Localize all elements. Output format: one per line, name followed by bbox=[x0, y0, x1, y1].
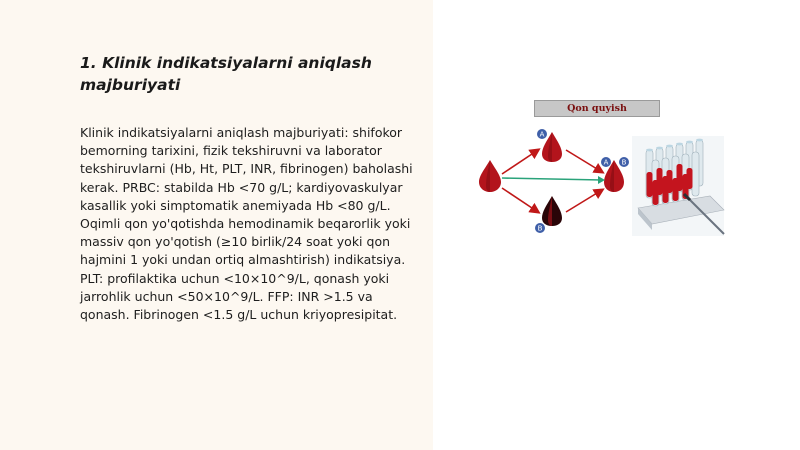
blood-type-badge-right-b bbox=[619, 157, 629, 167]
badge-label: A bbox=[539, 130, 545, 139]
slide-body-text: Klinik indikatsiyalarni aniqlash majburiyati: shifokor bemorning tarixini, fizik tekshiruvni va laborator tekshiruvlarni (Hb, Ht, PLT, INR, fibrinogen) baholashi kerak. PRBC: stabilda Hb <70 g/L; kardiyovaskulyar kasallik yoki simptomatik anemiyada Hb <80 g/L. Oqimli qon yo'qotishda hemodinamik beqarorlik yoki massiv qon yo'qotish (≥10 birlik/24 soat yoki qon hajmini 1 yoki undan ortiq almashtirish) indikatsiya. PLT: profilaktika uchun <10×10^9/L, qonash yoki jarrohlik uchun <50×10^9/L. FFP: INR >1.5 va qonash. Fibrinogen <1.5 g/L uchun kriyopresipitat. bbox=[80, 125, 413, 323]
blood-type-badge-right-a bbox=[601, 157, 611, 167]
badge-label: A bbox=[603, 158, 609, 167]
blood-transfusion-figure bbox=[474, 98, 726, 240]
test-tube-rack-image bbox=[632, 136, 724, 236]
donor-b-blood-drop-icon bbox=[542, 196, 562, 226]
figure-caption: Qon quyish bbox=[534, 100, 660, 117]
source-blood-drop-icon bbox=[479, 160, 501, 192]
slide-title: 1. Klinik indikatsiyalarni aniqlash majburiyati bbox=[80, 54, 372, 94]
badge-label: B bbox=[621, 158, 627, 167]
blood-type-badge-bottom-b bbox=[535, 223, 545, 233]
blood-type-badge-top-a bbox=[537, 129, 547, 139]
badge-label: B bbox=[537, 224, 543, 233]
transfusion-diagram bbox=[474, 98, 726, 240]
